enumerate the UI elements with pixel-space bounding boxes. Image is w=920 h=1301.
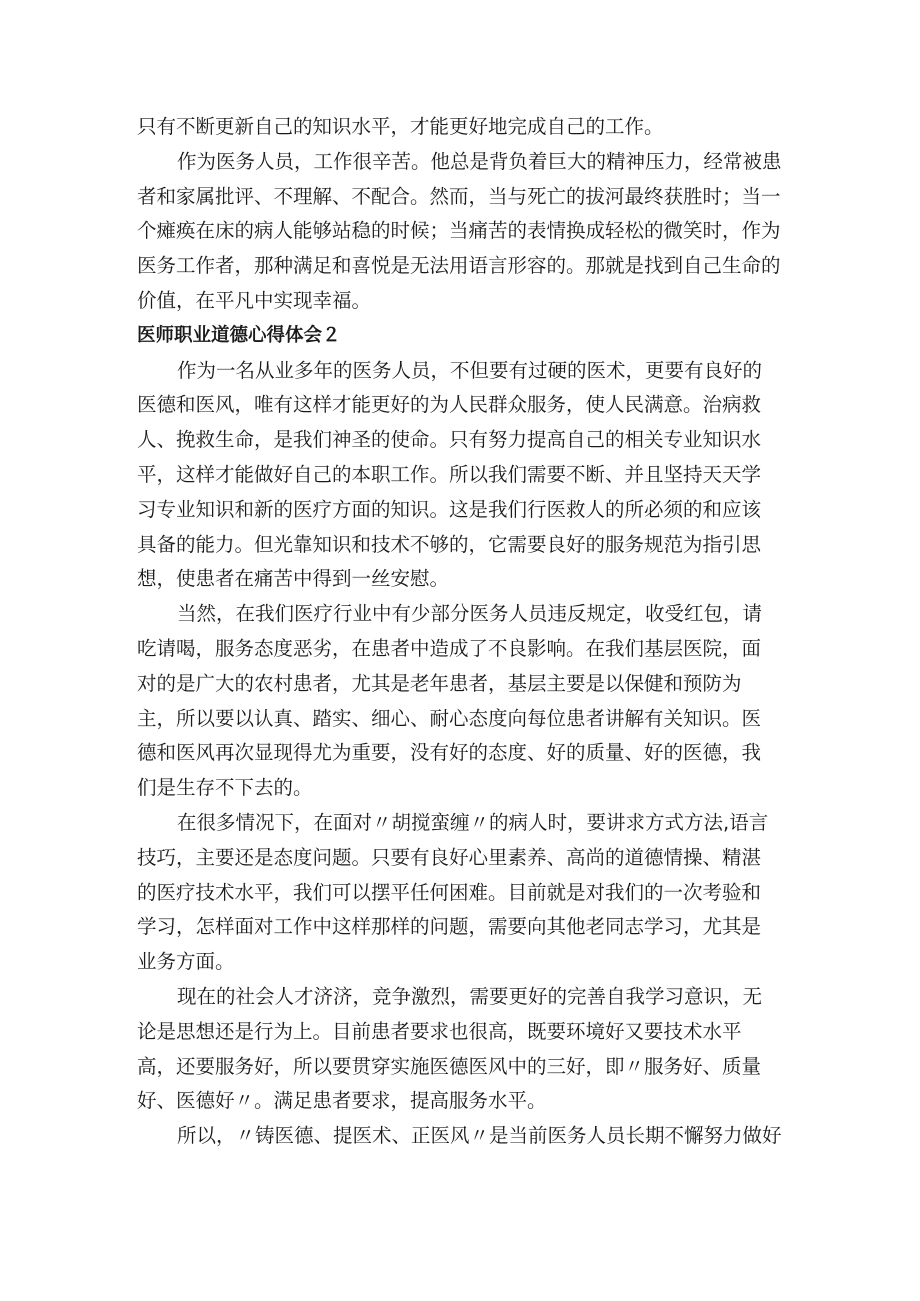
paragraph [137, 1119, 797, 1154]
text-line: 想，使患者在痛苦中得到一丝安慰。 [137, 567, 450, 591]
text-line: 人、挽救生命，是我们神圣的使命。只有努力提高自己的相关专业知识水 [137, 428, 762, 452]
text-line: 现在的社会人才济济，竞争激烈，需要更好的完善自我学习意识，无 [177, 984, 763, 1008]
text-line: 好、医德好〃。满足患者要求，提高服务水平。 [137, 1089, 547, 1113]
text-line: 平，这样才能做好自己的本职工作。所以我们需要不断、并且坚持天天学 [137, 462, 762, 486]
text-line: 在很多情况下，在面对〃胡搅蛮缠〃的病人时，要讲求方式方法,语言 [177, 810, 769, 834]
text-line: 个瘫痪在床的病人能够站稳的时候；当痛苦的表情换成轻松的微笑时，作为 [137, 219, 781, 243]
section-heading [137, 319, 797, 354]
paragraph-continuation [137, 110, 797, 145]
text-line: 当然，在我们医疗行业中有少部分医务人员违反规定，收受红包，请 [177, 602, 763, 626]
text-line: 学习，怎样面对工作中这样那样的问题，需要向其他老同志学习，尤其是 [137, 915, 762, 939]
document-body [137, 110, 797, 1154]
text-line: 论是思想还是行为上。目前患者要求也很高，既要环境好又要技术水平 [137, 1019, 742, 1043]
paragraph [137, 980, 797, 1119]
text-line: 具备的能力。但光靠知识和技术不够的，它需要良好的服务规范为指引思 [137, 532, 762, 556]
text-line: 习专业知识和新的医疗方面的知识。这是我们行医救人的所必须的和应该 [137, 497, 762, 521]
text-line: 者和家属批评、不理解、不配合。然而，当与死亡的拔河最终获胜时；当一 [137, 184, 781, 208]
text-line: 们是生存不下去的。 [137, 776, 313, 800]
text-line: 的医疗技术水平，我们可以摆平任何困难。目前就是对我们的一次考验和 [137, 880, 762, 904]
text-line: 所以，〃铸医德、提医术、正医风〃是当前医务人员长期不懈努力做好 [177, 1124, 782, 1148]
heading-text: 医师职业道德心得体会２ [137, 324, 341, 346]
text-line: 德和医风再次显现得尤为重要，没有好的态度、好的质量、好的医德，我 [137, 741, 762, 765]
text-line: 主，所以要以认真、踏实、细心、耐心态度向每位患者讲解有关知识。医 [137, 706, 762, 730]
text-line: 高，还要服务好，所以要贯穿实施医德医风中的三好，即〃服务好、质量 [137, 1054, 762, 1078]
text-line: 作为医务人员，工作很辛苦。他总是背负着巨大的精神压力，经常被患 [177, 149, 782, 173]
paragraph [137, 354, 797, 598]
text-line: 作为一名从业多年的医务人员，不但要有过硬的医术，更要有良好的 [177, 358, 763, 382]
text-line: 吃请喝，服务态度恶劣，在患者中造成了不良影响。在我们基层医院，面 [137, 636, 762, 660]
paragraph [137, 145, 797, 319]
paragraph [137, 597, 797, 806]
text-line: 医德和医风，唯有这样才能更好的为人民群众服务，使人民满意。治病救 [137, 393, 762, 417]
text-line: 对的是广大的农村患者，尤其是老年患者，基层主要是以保健和预防为 [137, 671, 742, 695]
text-line: 只有不断更新自己的知识水平，才能更好地完成自己的工作。 [137, 115, 664, 138]
paragraph [137, 806, 797, 980]
text-line: 价值，在平凡中实现幸福。 [137, 288, 372, 312]
text-line: 业务方面。 [137, 950, 235, 974]
text-line: 技巧，主要还是态度问题。只要有良好心里素养、高尚的道德情操、精湛 [137, 845, 762, 869]
text-line: 医务工作者，那种满足和喜悦是无法用语言形容的。那就是找到自己生命的 [137, 254, 781, 278]
